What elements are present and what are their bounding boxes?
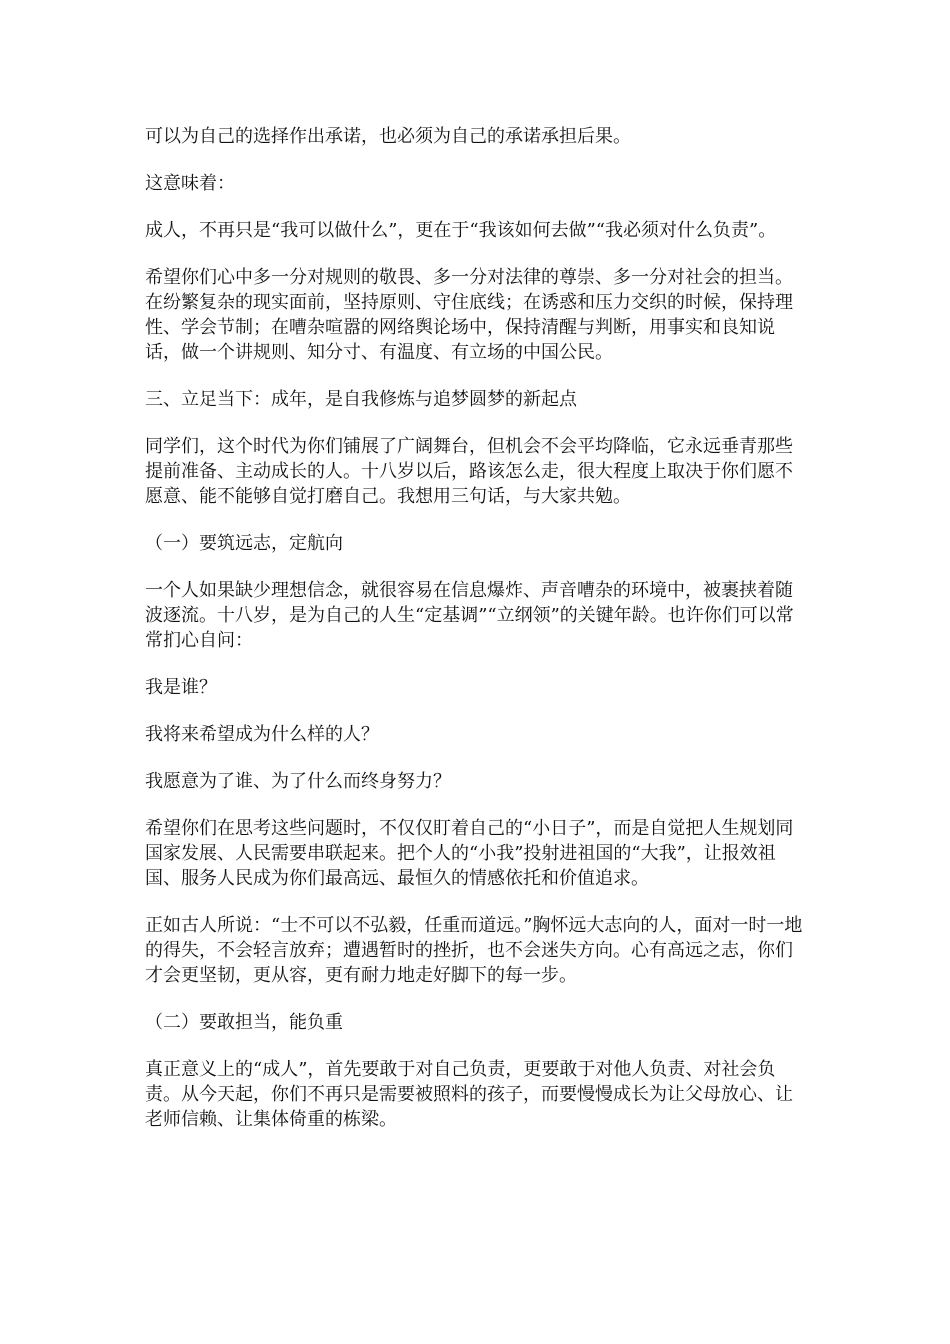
paragraph-stage: 同学们，这个时代为你们铺展了广阔舞台，但机会不会平均降临，它永远垂青那些提前准备、主动成长的人。十八岁以后，路该怎么走，很大程度上取决于你们愿不愿意、能不能够自觉打磨自己。我想用三句话，与大家共勉。 [145,436,793,507]
question-effort: 我愿意为了谁、为了什么而终身努力？ [145,771,451,792]
question-who: 我是谁？ [145,677,217,698]
paragraph-hope-rules: 希望你们心中多一分对规则的敬畏、多一分对法律的尊崇、多一分对社会的担当。在纷繁复杂的现实面前，坚持原则、守住底线；在诱惑和压力交织的时候，保持理性、学会节制；在嘈杂喧嚣的网络舆论场中，保持清醒与判断，用事实和良知说话，做一个讲规则、知分寸、有温度、有立场的中国公民。 [145,267,793,363]
paragraph-ancient-quote: 正如古人所说：“士不可以不弘毅，任重而道远。”胸怀远大志向的人，面对一时一地的得失，不会轻言放弃；遭遇暂时的挫折，也不会迷失方向。心有高远之志，你们才会更坚韧，更从容，更有耐力地走好脚下的每一步。 [145,915,803,986]
paragraph-meaning: 这意味着： [145,173,235,194]
paragraph-responsibility: 真正意义上的“成人”，首先要敢于对自己负责，更要敢于对他人负责、对社会负责。从今天起，你们不再只是需要被照料的孩子，而要慢慢成长为让父母放心、让老师信赖、让集体倚重的栋梁。 [145,1059,793,1130]
subheading-two: （二）要敢担当，能负重 [145,1012,343,1033]
paragraph-adulthood: 成人，不再只是“我可以做什么”，更在于“我该如何去做”“我必须对什么负责”。 [145,220,777,241]
section-heading-three: 三、立足当下：成年，是自我修炼与追梦圆梦的新起点 [145,389,577,410]
subheading-one: （一）要筑远志，定航向 [145,533,343,554]
paragraph-small-self: 希望你们在思考这些问题时，不仅仅盯着自己的“小日子”，而是自觉把人生规划同国家发展、人民需要串联起来。把个人的“小我”投射进祖国的“大我”，让报效祖国、服务人民成为你们最高远、最恒久的情感依托和价值追求。 [145,818,794,889]
paragraph-ideals: 一个人如果缺少理想信念，就很容易在信息爆炸、声音嘈杂的环境中，被裹挟着随波逐流。十八岁，是为自己的人生“定基调”“立纲领”的关键年龄。也许你们可以常常扪心自问： [145,580,794,651]
paragraph-commitment: 可以为自己的选择作出承诺，也必须为自己的承诺承担后果。 [145,126,631,147]
question-future: 我将来希望成为什么样的人？ [145,724,379,745]
document-body [145,124,810,1154]
